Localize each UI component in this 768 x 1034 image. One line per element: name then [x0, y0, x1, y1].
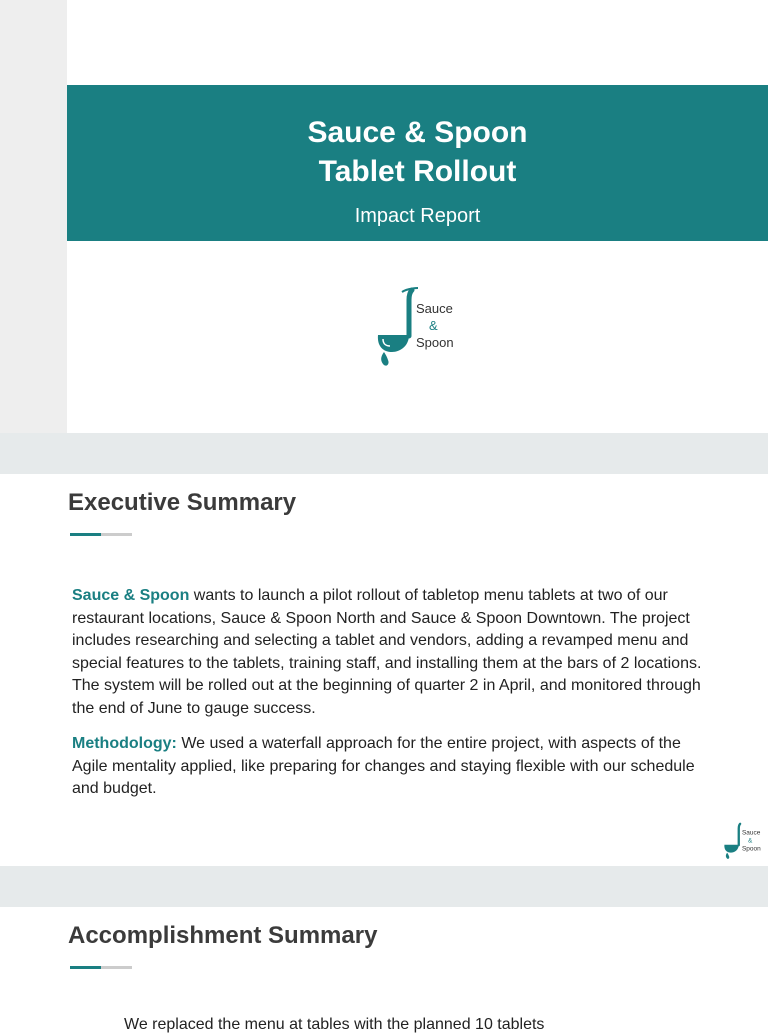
accomplishment-summary-heading: Accomplishment Summary: [68, 922, 378, 949]
accomplishment-partial-text: We replaced the menu at tables with the planned 10 tablets: [124, 1016, 545, 1033]
svg-text:Spoon: Spoon: [742, 845, 761, 853]
sauce-spoon-logo: [374, 286, 458, 368]
title-line-1: Sauce & Spoon: [307, 116, 528, 149]
sauce-spoon-logo-small: [722, 822, 762, 860]
methodology-label: Methodology:: [72, 735, 177, 752]
heading-underline: [70, 533, 132, 536]
svg-text:&: &: [748, 837, 753, 845]
title-banner: [67, 85, 768, 241]
svg-text:Sauce: Sauce: [742, 829, 761, 837]
report-subtitle: Impact Report: [354, 205, 481, 227]
executive-summary-heading: Executive Summary: [68, 489, 297, 516]
methodology-text: We used a waterfall approach for the entire project, with aspects of the Agile mentality applied, like preparing for changes and staying flexible with our schedule and budget.: [72, 735, 695, 797]
logo-text-amp: &: [429, 318, 438, 333]
report-title: [67, 113, 768, 191]
methodology-paragraph: [72, 733, 712, 801]
section-divider-band-2: [0, 866, 768, 907]
logo-text-sauce: Sauce: [416, 301, 453, 316]
section-divider-band: [0, 433, 768, 474]
logo-text-spoon: Spoon: [416, 335, 454, 350]
heading-underline-2: [70, 966, 132, 969]
summary-text: wants to launch a pilot rollout of tabletop menu tablets at two of our restaurant locations, Sauce & Spoon North and Sauce & Spoon Downtown. The project includes researching and selecting a tablet and vendors, adding a revamped menu and special features to the tablets, training staff, and installing them at the bars of 2 locations. The system will be rolled out at the beginning of quarter 2 in April, and monitored through the end of June to gauge success.: [72, 587, 702, 717]
executive-summary-paragraph: [72, 585, 712, 720]
title-line-2: Tablet Rollout: [318, 155, 517, 188]
left-margin-panel: [0, 0, 67, 433]
brand-highlight: Sauce & Spoon: [72, 587, 190, 604]
